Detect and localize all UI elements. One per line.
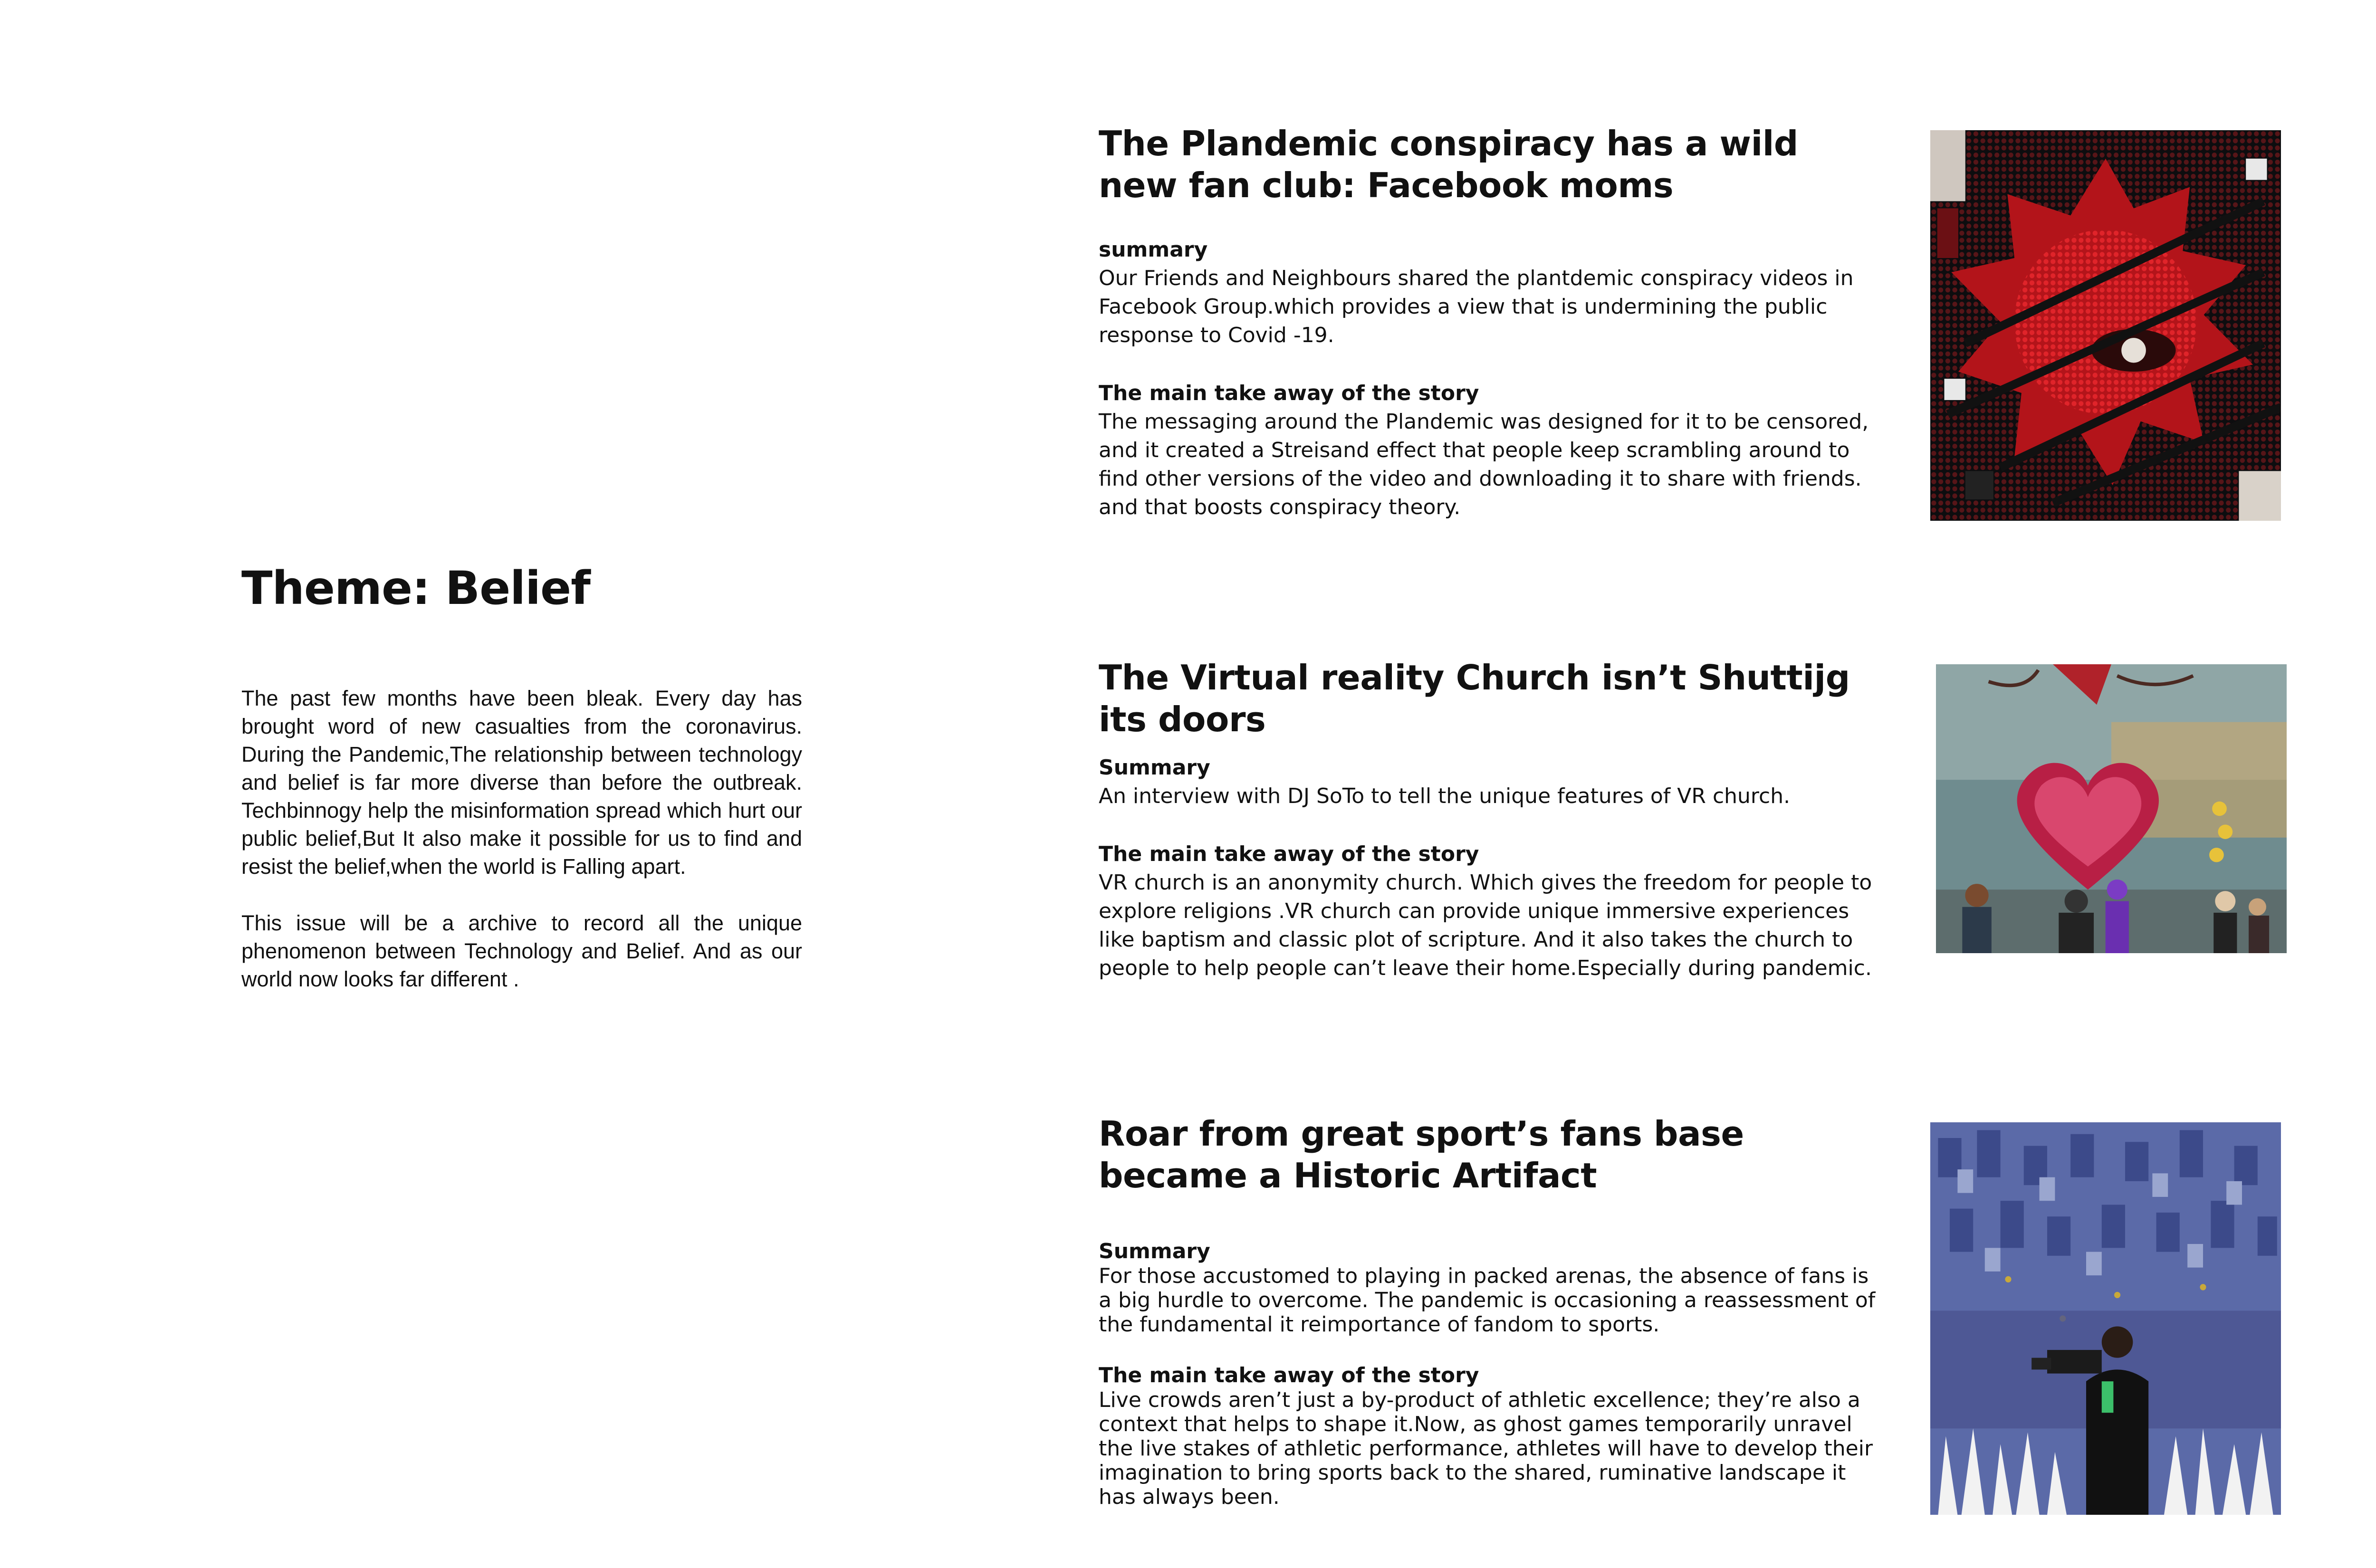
takeaway-label: The main take away of the story xyxy=(1099,1363,1479,1387)
takeaway-label: The main take away of the story xyxy=(1099,381,1479,405)
intro-text xyxy=(241,684,802,1022)
theme-title: Theme: Belief xyxy=(241,562,590,615)
summary-text: An interview with DJ SoTo to tell the unique features of VR church. xyxy=(1099,784,1791,808)
plandemic-image xyxy=(1930,130,2281,521)
takeaway-section xyxy=(1099,1363,1887,1509)
summary-label: summary xyxy=(1099,238,1208,262)
summary-text: For those accustomed to playing in packed arenas, the absence of fans is a big hurdle to overcome. The pandemic is occasioning a reassessment of the fundamental it reimportance of fandom to sports. xyxy=(1099,1264,1876,1337)
summary-section xyxy=(1099,1239,1887,1337)
takeaway-section xyxy=(1099,379,1887,522)
takeaway-label: The main take away of the story xyxy=(1099,842,1479,866)
summary-text: Our Friends and Neighbours shared the plantdemic conspiracy videos in Facebook Group.which provides a view that is undermining the public response to Covid -19. xyxy=(1099,266,1854,347)
takeaway-text: Live crowds aren’t just a by-product of athletic excellence; they’re also a context that helps to shape it.Now, as ghost games temporarily unravel the live stakes of athletic performance, athletes will have to develop their imagination to bring sports back to the shared, ruminative landscape it has always been. xyxy=(1099,1388,1873,1509)
vr-church-image xyxy=(1936,664,2287,953)
takeaway-section xyxy=(1099,840,1887,983)
intro-paragraph: The past few months have been bleak. Every day has brought word of new casualties from the coronavirus. During the Pandemic,The relationship between technology and belief is far more diverse than before the outbreak. Techbinnogy help the misinformation spread which hurt our public belief,But It also make it possible for us to find and resist the belief,when the world is Falling apart. xyxy=(241,686,802,879)
article-title: The Plandemic conspiracy has a wild new fan club: Facebook moms xyxy=(1099,124,1798,205)
summary-label: Summary xyxy=(1099,755,1210,780)
summary-label: Summary xyxy=(1099,1239,1210,1263)
sports-fans-image xyxy=(1930,1122,2281,1515)
article-title: The Virtual reality Church isn’t Shuttijg its doors xyxy=(1099,658,1850,739)
takeaway-text: VR church is an anonymity church. Which gives the freedom for people to explore religions .VR church can provide unique immersive experiences like baptism and classic plot of scripture. And it also takes the church to people to help people can’t leave their home.Especially during pandemic. xyxy=(1099,870,1872,980)
article-sports-fans xyxy=(1099,1113,1887,1509)
article-plandemic xyxy=(1099,123,1887,522)
summary-section xyxy=(1099,754,1887,811)
article-vr-church xyxy=(1099,657,1887,983)
intro-paragraph: This issue will be a archive to record all the unique phenomenon between Technology and Belief. And as our world now looks far different . xyxy=(241,911,802,991)
takeaway-text: The messaging around the Plandemic was designed for it to be censored, and it created a Streisand effect that people keep scrambling around to find other versions of the video and downloading it to share with friends. and that boosts conspiracy theory. xyxy=(1099,410,1869,519)
article-title: Roar from great sport’s fans base became a Historic Artifact xyxy=(1099,1114,1744,1195)
summary-section xyxy=(1099,236,1887,350)
